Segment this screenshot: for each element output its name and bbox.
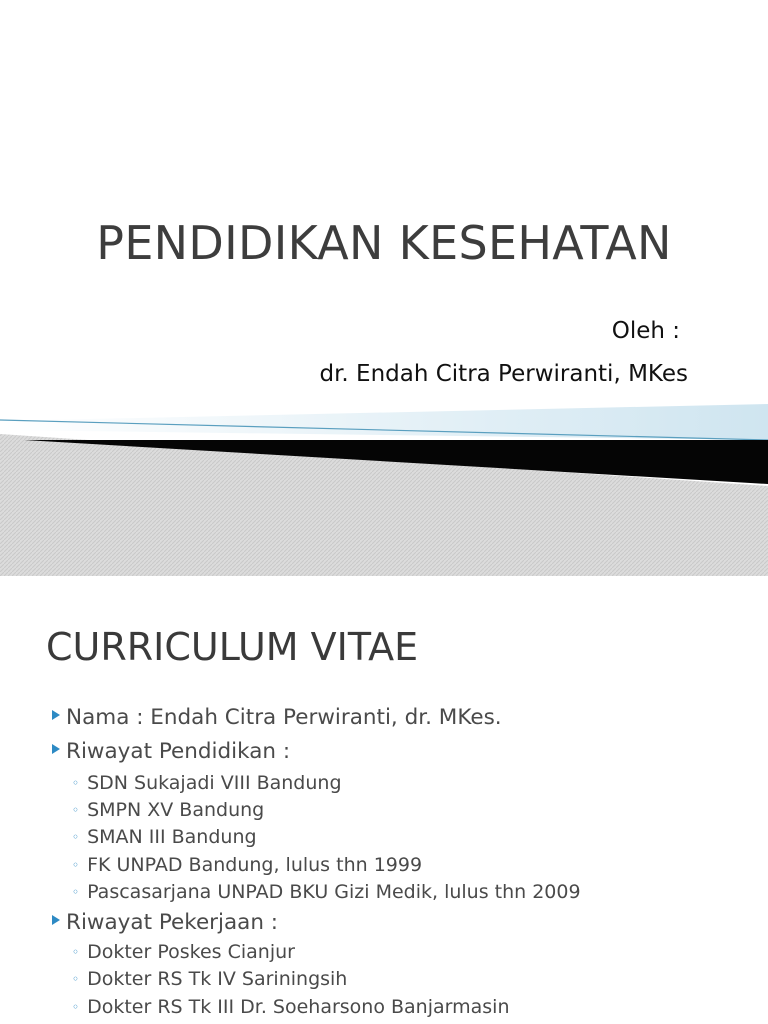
circle-bullet-icon: ◦ xyxy=(72,972,80,986)
circle-bullet-icon: ◦ xyxy=(72,945,80,959)
presentation-title: PENDIDIKAN KESEHATAN xyxy=(96,216,672,270)
circle-bullet-icon: ◦ xyxy=(72,885,80,899)
cv-item xyxy=(52,910,278,935)
cv-subitem xyxy=(72,968,347,990)
cv-item-text: Pascasarjana UNPAD BKU Gizi Medik, lulus thn 2009 xyxy=(87,881,581,903)
cv-item-text: Riwayat Pendidikan : xyxy=(66,739,291,764)
circle-bullet-icon: ◦ xyxy=(72,1000,80,1014)
cv-subitem xyxy=(72,881,581,903)
cv-item-text: Dokter Poskes Cianjur xyxy=(87,941,295,963)
triangle-bullet-icon xyxy=(52,915,60,925)
cv-item xyxy=(52,739,290,764)
cv-item-text: FK UNPAD Bandung, lulus thn 1999 xyxy=(87,854,423,876)
circle-bullet-icon: ◦ xyxy=(72,803,80,817)
cv-item-text: Dokter RS Tk IV Sariningsih xyxy=(87,968,348,990)
triangle-bullet-icon xyxy=(52,744,60,754)
cv-subitem xyxy=(72,799,264,821)
cv-item-text: Riwayat Pekerjaan : xyxy=(66,910,279,935)
byline-label: Oleh : xyxy=(611,318,680,344)
cv-subitem xyxy=(72,772,342,794)
cv-subitem xyxy=(72,826,257,848)
cv-slide xyxy=(0,576,768,1024)
triangle-bullet-icon xyxy=(52,710,60,720)
cv-item-text: SMAN III Bandung xyxy=(87,826,257,848)
cv-subitem xyxy=(72,941,295,963)
author-name: dr. Endah Citra Perwiranti, MKes xyxy=(319,361,688,387)
cv-subitem xyxy=(72,854,422,876)
cv-title: CURRICULUM VITAE xyxy=(46,625,419,669)
circle-bullet-icon: ◦ xyxy=(72,776,80,790)
band-light-blue-stripe xyxy=(0,404,768,440)
cv-item-text: Dokter RS Tk III Dr. Soeharsono Banjarmasin xyxy=(87,996,510,1018)
cv-item xyxy=(52,705,502,730)
circle-bullet-icon: ◦ xyxy=(72,830,80,844)
circle-bullet-icon: ◦ xyxy=(72,858,80,872)
cv-item-text: Nama : Endah Citra Perwiranti, dr. MKes. xyxy=(66,705,502,730)
cv-item-text: SDN Sukajadi VIII Bandung xyxy=(87,772,342,794)
cv-item-text: SMPN XV Bandung xyxy=(87,799,265,821)
cv-subitem xyxy=(72,996,510,1018)
